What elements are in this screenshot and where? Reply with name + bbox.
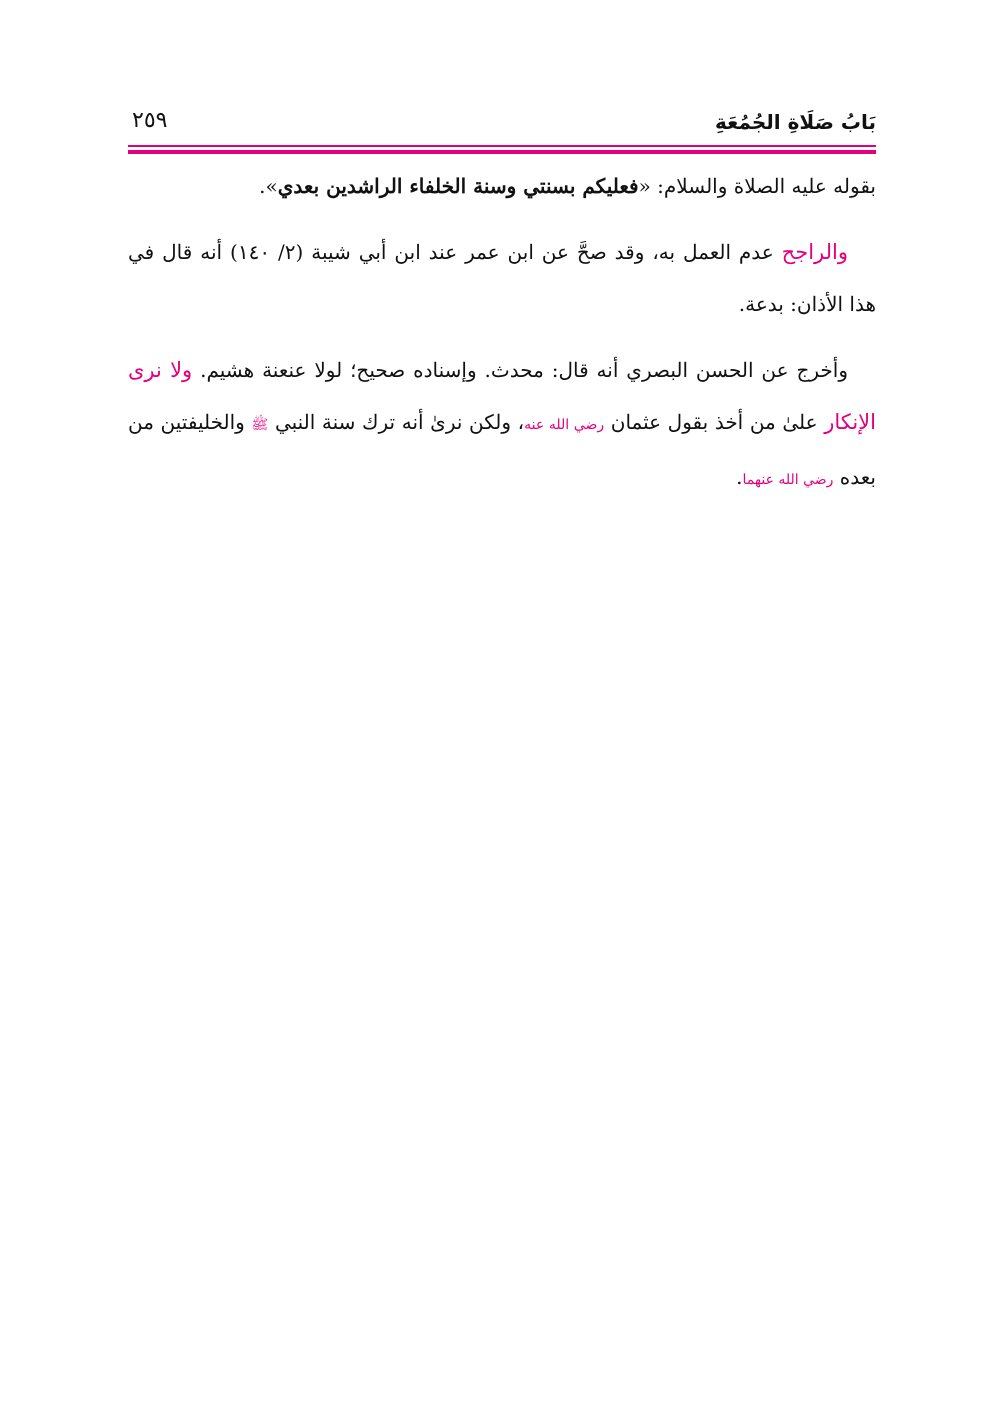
keyword-inkar: ولا نرى الإنكار [128,358,876,434]
p2-text: عدم العمل به، وقد صحَّ عن ابن عمر عند ابن أبي شيبة (٢/ ١٤٠) أنه قال في هذا الأذان: بدعة. [128,240,876,316]
p3-text-3: ، ولكن نرىٰ أنه ترك سنة النبي [268,410,525,434]
p1-text-1: بقوله عليه الصلاة والسلام: « [638,174,876,198]
hadith-quote: فعليكم بسنتي وسنة الخلفاء الراشدين بعدي [277,174,639,198]
header-rule-thin [128,145,876,147]
chapter-title: بَابُ صَلَاةِ الجُمُعَةِ [715,110,876,134]
honorific-radiallah: رضي الله عنه [524,417,605,433]
paragraph-3 [128,344,876,506]
p1-text-2: ». [259,174,278,198]
p3-text-1: وأخرج عن الحسن البصري أنه قال: محدث. وإسناده صحيح؛ لولا عنعنة هشيم. [192,358,848,382]
page-number: ٢٥٩ [132,108,168,133]
p3-text-4: والخليفتين من بعده [128,410,876,489]
header-rule-thick [128,150,876,154]
paragraph-1 [128,160,876,212]
p3-text-5: . [736,465,743,489]
paragraph-2 [128,226,876,330]
honorific-salawat: ﷺ [251,417,269,433]
page-header [128,108,876,142]
p3-text-2: علىٰ من أخذ بقول عثمان [604,410,825,434]
honorific-radiallah-anhuma: رضي الله عنهما [742,472,834,488]
body-text [128,160,876,520]
keyword-rajih: والراجح [781,240,849,264]
